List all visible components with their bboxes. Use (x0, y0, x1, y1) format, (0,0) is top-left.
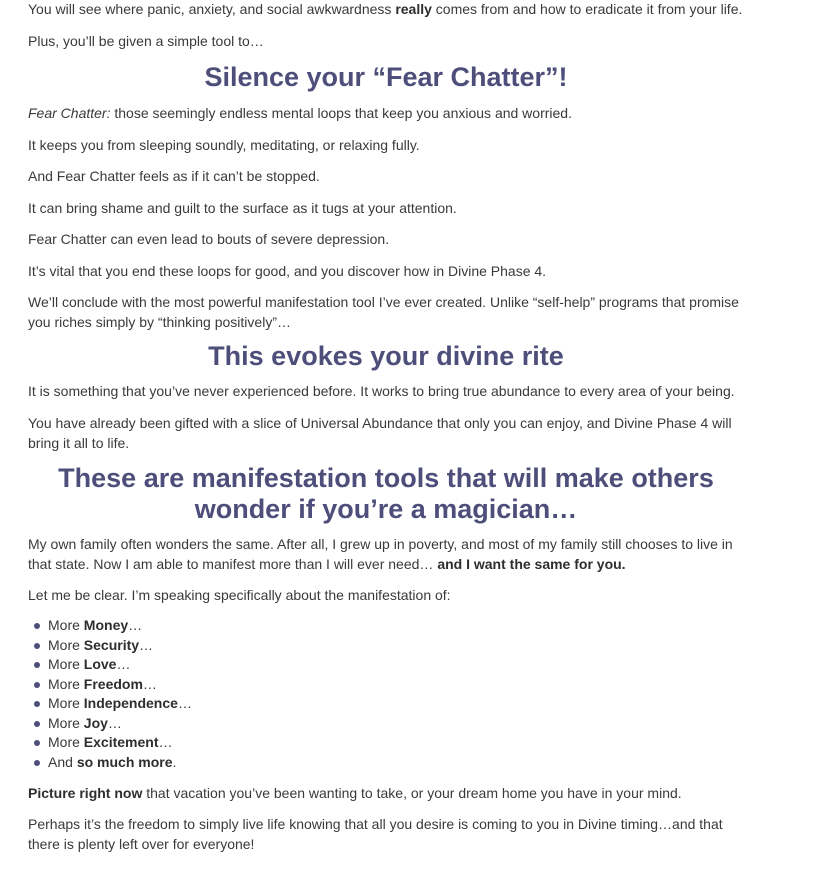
list-item-suffix: … (142, 675, 157, 692)
list-item-suffix: . (172, 753, 177, 770)
list-item-prefix: More (48, 617, 84, 633)
text-segment: You will see where panic, anxiety, and social awkwardness (28, 1, 396, 17)
list-item (28, 733, 744, 753)
list-item-suffix: … (177, 695, 192, 711)
bullet-dot-icon (34, 662, 40, 668)
bullet-dot-icon (34, 740, 40, 746)
text-segment: My own family often wonders the same. After all, I grew up in poverty, and most of my family still chooses to live in that state. Now I am able to manifest more than I will ever need… (28, 536, 733, 572)
list-item (28, 675, 744, 695)
list-item-suffix: … (128, 617, 143, 633)
list-item-keyword: so much more (76, 753, 173, 770)
paragraph-be-clear: Let me be clear. I’m speaking specifically about the manifestation of: (28, 587, 451, 603)
intro-paragraph-tool: Plus, you’ll be given a simple tool to… (28, 33, 264, 49)
intro-paragraph-panic (28, 0, 744, 19)
list-item-keyword: Excitement (83, 734, 159, 750)
list-item-prefix: More (48, 695, 84, 711)
list-item (28, 636, 744, 656)
paragraph-freedom: Perhaps it’s the freedom to simply live life knowing that all you desire is coming to you in Divine timing…and that there is plenty left over for everyone! (28, 816, 723, 852)
paragraph-family (28, 534, 744, 574)
emphasis-text: Picture right now (28, 785, 143, 801)
bullet-dot-icon (34, 760, 40, 766)
list-item-prefix: More (48, 714, 84, 731)
text-segment: that vacation you’ve been wanting to take, or your dream home you have in your mind. (142, 785, 682, 801)
paragraph-sleep: It keeps you from sleeping soundly, meditating, or relaxing fully. (28, 137, 420, 153)
text-segment: comes from and how to eradicate it from your life. (431, 1, 743, 17)
paragraph-picture (28, 783, 744, 803)
paragraph-vital: It’s vital that you end these loops for good, and you discover how in Divine Phase 4. (28, 263, 547, 279)
list-item-keyword: Money (83, 617, 129, 633)
fear-chatter-definition (28, 103, 744, 123)
paragraph-depression: Fear Chatter can even lead to bouts of severe depression. (28, 231, 390, 247)
paragraph-gifted: You have already been gifted with a slice of Universal Abundance that only you can enjoy, and Divine Phase 4 will bring it all to life. (28, 415, 732, 451)
manifestation-list (28, 616, 744, 772)
paragraph-never-experienced: It is something that you’ve never experienced before. It works to bring true abundance to every area of your being. (28, 383, 735, 399)
bullet-dot-icon (34, 682, 40, 688)
list-item (28, 714, 744, 734)
bullet-dot-icon (34, 701, 40, 707)
list-item-suffix: … (158, 734, 173, 750)
list-item-prefix: More (48, 636, 84, 653)
list-item-keyword: Love (83, 656, 117, 672)
list-item-prefix: More (48, 734, 84, 750)
bullet-dot-icon (34, 721, 40, 727)
list-item-suffix: … (116, 656, 131, 672)
list-item (28, 753, 744, 773)
list-item-keyword: Joy (83, 714, 108, 731)
paragraph-shame: It can bring shame and guilt to the surface as it tugs at your attention. (28, 200, 457, 216)
list-item-prefix: And (48, 753, 77, 770)
paragraph-conclude: We’ll conclude with the most powerful manifestation tool I’ve ever created. Unlike “self-help” programs that promise you riches simply by “thinking positively”… (28, 294, 739, 330)
emphasis-text: really (395, 1, 432, 17)
list-item (28, 616, 744, 636)
heading-divine-rite: This evokes your divine rite (208, 341, 564, 371)
list-item-keyword: Independence (83, 695, 178, 711)
heading-silence-fear-chatter: Silence your “Fear Chatter”! (204, 62, 568, 92)
list-item (28, 694, 744, 714)
bullet-dot-icon (34, 623, 40, 629)
text-segment: those seemingly endless mental loops that keep you anxious and worried. (110, 105, 572, 121)
list-item-suffix: … (139, 636, 154, 653)
list-item-suffix: … (107, 714, 122, 731)
list-item-prefix: More (48, 656, 84, 672)
paragraph-cant-stop: And Fear Chatter feels as if it can’t be stopped. (28, 168, 320, 184)
list-item-keyword: Security (83, 636, 140, 653)
article-body (28, 0, 744, 854)
emphasis-text: and I want the same for you. (437, 556, 626, 572)
list-item-keyword: Freedom (83, 675, 143, 692)
list-item-prefix: More (48, 675, 84, 692)
definition-term: Fear Chatter: (28, 105, 111, 121)
list-item (28, 655, 744, 675)
heading-manifestation-tools: These are manifestation tools that will make others wonder if you’re a magician… (58, 463, 714, 524)
bullet-dot-icon (34, 643, 40, 649)
